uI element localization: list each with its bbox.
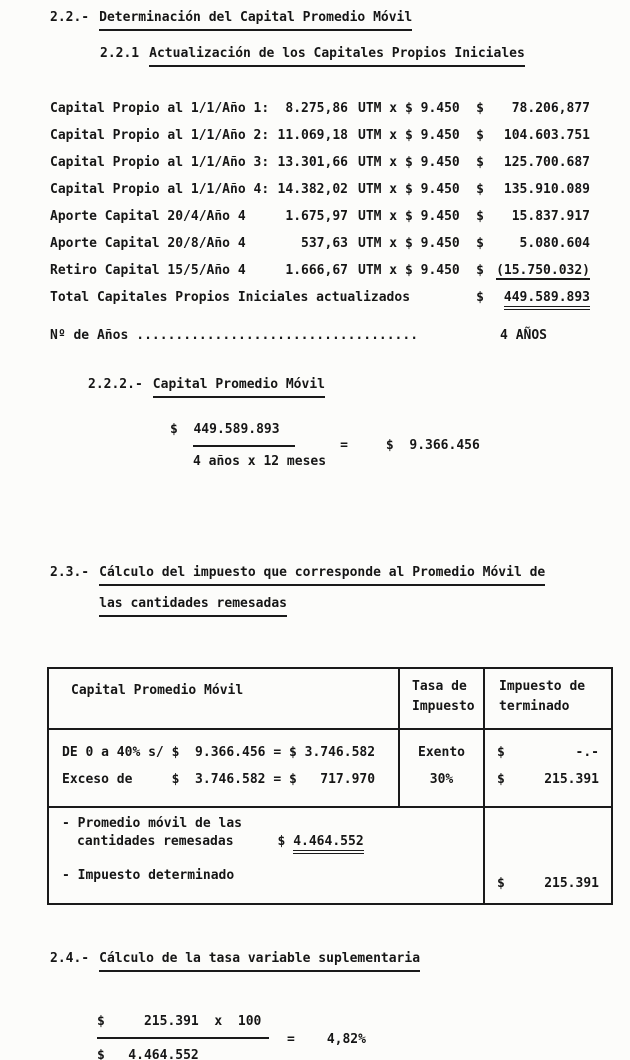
utm-value: 11.069,18 <box>277 128 348 143</box>
currency-sign: $ <box>476 236 484 251</box>
table-summary <box>49 808 611 903</box>
utm-rate: UTM x $ 9.450 <box>358 236 460 251</box>
average-capital-formula <box>170 418 480 473</box>
amount: 104.603.751 <box>503 128 590 143</box>
amount: 5.080.604 <box>519 236 590 251</box>
section-title-line1: Cálculo del impuesto que corresponde al Promedio Móvil de <box>99 563 545 586</box>
amount <box>484 257 590 284</box>
utm-rate: UTM x $ 9.450 <box>358 209 460 224</box>
utm-value: 13.301,66 <box>277 155 348 170</box>
summary-tax-cell <box>485 808 611 903</box>
negative-amount: (15.750.032) <box>496 263 590 278</box>
bracket-descriptions <box>49 730 400 806</box>
utm-value: 537,63 <box>301 236 348 251</box>
currency-sign: $ <box>476 182 484 197</box>
currency-sign: $ <box>497 772 505 787</box>
capital-line <box>50 176 590 203</box>
capital-line <box>50 149 590 176</box>
total-amount: 449.589.893 <box>484 284 590 312</box>
determined-tax <box>497 876 599 891</box>
amount: 125.700.687 <box>503 155 590 170</box>
header-capital: Capital Promedio Móvil <box>49 669 400 728</box>
currency-sign: $ <box>476 290 484 305</box>
bracket-row-2: Exceso de $ 3.746.582 = $ 717.970 <box>62 772 376 787</box>
tax-amount: 215.391 <box>544 876 599 891</box>
formula-result: 4,82% <box>326 1032 366 1047</box>
capital-line <box>50 230 590 257</box>
utm-rate: UTM x $ 9.450 <box>358 263 460 278</box>
fraction-bar <box>97 1037 269 1039</box>
table-header-row <box>49 669 611 730</box>
capital-line <box>50 95 590 122</box>
currency-sign: $ <box>476 101 484 116</box>
currency-sign: $ <box>497 876 505 891</box>
currency-sign: $ <box>476 155 484 170</box>
total-line <box>50 284 590 312</box>
capital-line <box>50 122 590 149</box>
equals-sign: = <box>340 438 348 453</box>
variable-rate-formula <box>97 1010 630 1060</box>
tax-row-2 <box>497 766 599 793</box>
dot-leaders: .................................... <box>136 328 419 343</box>
line-label: Aporte Capital 20/8/Año 4 <box>50 236 246 251</box>
bracket-row-1: DE 0 a 40% s/ $ 9.366.456 = $ 3.746.582 <box>62 745 376 760</box>
utm-rate: UTM x $ 9.450 <box>358 101 460 116</box>
utm-value: 8.275,86 <box>285 101 348 116</box>
utm-value: 14.382,02 <box>277 182 348 197</box>
tax-amount: -.- <box>575 745 599 760</box>
formula-result: $ 9.366.456 <box>385 438 480 453</box>
section-2-2-1-heading <box>100 44 630 67</box>
section-number: 2.2.1 <box>100 46 140 61</box>
tax-values <box>485 730 611 806</box>
section-title-line2: las cantidades remesadas <box>99 594 287 617</box>
section-2-3-heading <box>50 563 630 617</box>
section-number: 2.4.- <box>50 951 90 966</box>
tax-row-1 <box>497 739 599 766</box>
section-number: 2.3.- <box>50 565 90 580</box>
currency-sign: $ <box>476 263 484 278</box>
header-tax-rate: Tasa de Impuesto <box>400 669 485 728</box>
summary-labels <box>49 808 485 903</box>
years-line <box>50 322 630 349</box>
summary-row-2-label: - Impuesto determinado <box>62 868 235 883</box>
capital-lines-block <box>50 95 590 284</box>
line-label: Capital Propio al 1/1/Año 4: <box>50 182 270 197</box>
utm-value: 1.675,97 <box>285 209 348 224</box>
capital-line <box>50 257 590 284</box>
line-label: Capital Propio al 1/1/Año 1: <box>50 101 270 116</box>
section-title <box>99 563 545 617</box>
years-label: Nº de Años <box>50 328 129 343</box>
rate-row-2: 30% <box>429 772 454 787</box>
rate-values <box>400 730 485 806</box>
years-value: 4 AÑOS <box>500 328 548 343</box>
section-title: Actualización de los Capitales Propios Iniciales <box>149 44 525 67</box>
section-title: Capital Promedio Móvil <box>153 375 325 398</box>
line-label: Capital Propio al 1/1/Año 2: <box>50 128 270 143</box>
amount: 78.206,877 <box>511 101 590 116</box>
currency-sign: $ <box>497 745 505 760</box>
utm-value: 1.666,67 <box>285 263 348 278</box>
section-title: Cálculo de la tasa variable suplementaria <box>99 949 420 972</box>
section-number: 2.2.- <box>50 10 90 25</box>
capital-line <box>50 203 590 230</box>
section-number: 2.2.2.- <box>88 377 143 392</box>
currency-sign: $ <box>476 209 484 224</box>
amount: 135.910.089 <box>503 182 590 197</box>
utm-rate: UTM x $ 9.450 <box>358 155 460 170</box>
line-label: Aporte Capital 20/4/Año 4 <box>50 209 246 224</box>
section-title: Determinación del Capital Promedio Móvil <box>99 8 412 31</box>
section-2-2-heading <box>50 8 630 31</box>
equals-sign: = <box>287 1032 295 1047</box>
fraction <box>97 1010 269 1060</box>
amount: 15.837.917 <box>511 209 590 224</box>
fraction-denominator: 4 años x 12 meses <box>193 454 327 469</box>
tax-calculation-table <box>47 667 613 905</box>
utm-rate: UTM x $ 9.450 <box>358 128 460 143</box>
line-label: Capital Propio al 1/1/Año 3: <box>50 155 270 170</box>
section-2-2-2-heading <box>88 375 630 398</box>
total-label: Total Capitales Propios Iniciales actualizados <box>50 290 411 305</box>
fraction-bar <box>193 445 295 447</box>
fraction-numerator: $ 215.391 x 100 <box>97 1014 262 1029</box>
summary-line-1: - Promedio móvil de las <box>62 816 243 831</box>
currency-sign: $ <box>476 128 484 143</box>
summary-line-2: cantidades remesadas $ 4.464.552 <box>62 833 483 851</box>
table-body <box>49 730 611 808</box>
section-2-4-heading <box>50 949 630 972</box>
fraction-denominator: $ 4.464.552 <box>97 1048 199 1060</box>
line-label: Retiro Capital 15/5/Año 4 <box>50 263 246 278</box>
utm-rate: UTM x $ 9.450 <box>358 182 460 197</box>
fraction-numerator: $ 449.589.893 <box>170 422 280 437</box>
tax-amount: 215.391 <box>544 772 599 787</box>
fraction <box>170 418 326 473</box>
header-tax-determined: Impuesto de terminado <box>499 679 586 714</box>
remitted-average-amount: $ 4.464.552 <box>278 833 364 851</box>
rate-row-1: Exento <box>418 745 465 760</box>
